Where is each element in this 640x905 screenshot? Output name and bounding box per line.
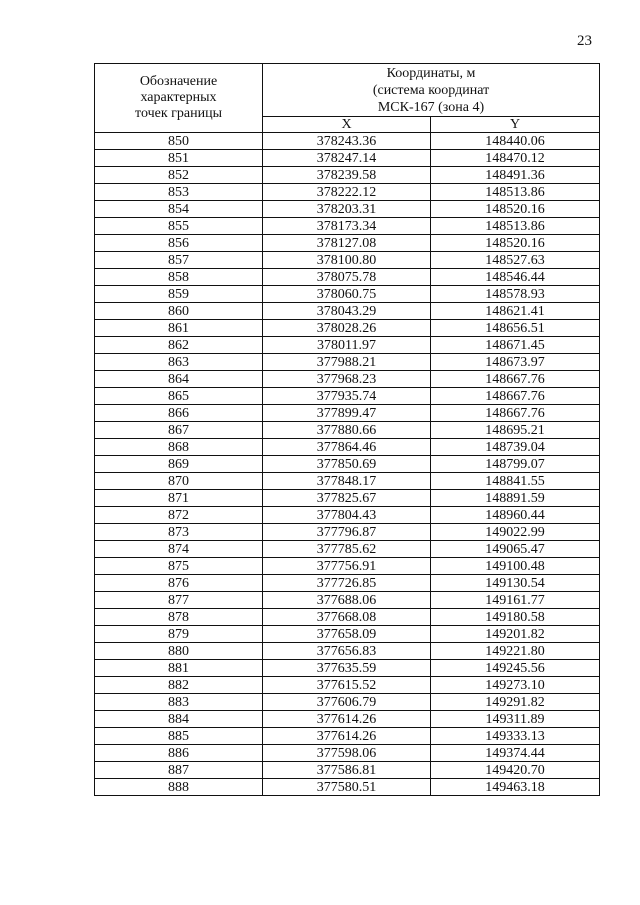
table-row [95, 779, 600, 796]
cell-point: 871 [95, 490, 263, 507]
cell-point: 850 [95, 133, 263, 150]
cell-x: 378075.78 [263, 269, 431, 286]
cell-x: 377586.81 [263, 762, 431, 779]
cell-point: 880 [95, 643, 263, 660]
cell-point: 886 [95, 745, 263, 762]
cell-x: 377988.21 [263, 354, 431, 371]
header-coords-line: Координаты, м [386, 65, 476, 81]
header-coords-line: (система координат [372, 82, 490, 98]
cell-y: 149245.56 [431, 660, 600, 677]
cell-y: 149022.99 [431, 524, 600, 541]
cell-point: 867 [95, 422, 263, 439]
cell-y: 149333.13 [431, 728, 600, 745]
cell-x: 377850.69 [263, 456, 431, 473]
cell-y: 149161.77 [431, 592, 600, 609]
header-point-line: характерных [140, 90, 217, 105]
cell-x: 377614.26 [263, 728, 431, 745]
cell-x: 377668.08 [263, 609, 431, 626]
cell-y: 148491.36 [431, 167, 600, 184]
cell-y: 148440.06 [431, 133, 600, 150]
table-row [95, 660, 600, 677]
cell-x: 377756.91 [263, 558, 431, 575]
cell-point: 854 [95, 201, 263, 218]
table-row [95, 184, 600, 201]
cell-point: 887 [95, 762, 263, 779]
cell-x: 377606.79 [263, 694, 431, 711]
table-row [95, 558, 600, 575]
cell-x: 378028.26 [263, 320, 431, 337]
cell-x: 377899.47 [263, 405, 431, 422]
cell-x: 377656.83 [263, 643, 431, 660]
cell-point: 879 [95, 626, 263, 643]
coordinates-table [94, 63, 600, 796]
cell-x: 378222.12 [263, 184, 431, 201]
table-row [95, 694, 600, 711]
cell-y: 148470.12 [431, 150, 600, 167]
cell-y: 149201.82 [431, 626, 600, 643]
cell-y: 148667.76 [431, 371, 600, 388]
cell-point: 878 [95, 609, 263, 626]
cell-y: 149273.10 [431, 677, 600, 694]
table-row [95, 354, 600, 371]
cell-y: 148656.51 [431, 320, 600, 337]
cell-x: 378011.97 [263, 337, 431, 354]
table-row [95, 388, 600, 405]
cell-point: 865 [95, 388, 263, 405]
cell-point: 861 [95, 320, 263, 337]
table-row [95, 762, 600, 779]
header-y: Y [431, 117, 600, 133]
cell-x: 377796.87 [263, 524, 431, 541]
page-number: 23 [577, 33, 592, 49]
header-point-line: Обозначение [139, 74, 218, 89]
cell-point: 884 [95, 711, 263, 728]
table-body [95, 133, 600, 796]
table-row [95, 456, 600, 473]
cell-x: 377935.74 [263, 388, 431, 405]
cell-point: 852 [95, 167, 263, 184]
cell-x: 377635.59 [263, 660, 431, 677]
cell-x: 377848.17 [263, 473, 431, 490]
table-row [95, 677, 600, 694]
cell-x: 377615.52 [263, 677, 431, 694]
cell-y: 148513.86 [431, 218, 600, 235]
table-header [95, 64, 600, 133]
cell-x: 378247.14 [263, 150, 431, 167]
cell-y: 149291.82 [431, 694, 600, 711]
cell-y: 148799.07 [431, 456, 600, 473]
cell-y: 149221.80 [431, 643, 600, 660]
table-row [95, 626, 600, 643]
table-row [95, 133, 600, 150]
cell-point: 856 [95, 235, 263, 252]
table-row [95, 711, 600, 728]
cell-y: 148621.41 [431, 303, 600, 320]
table-row [95, 269, 600, 286]
cell-x: 378043.29 [263, 303, 431, 320]
table-row [95, 473, 600, 490]
cell-y: 149374.44 [431, 745, 600, 762]
table-row [95, 490, 600, 507]
table-row [95, 218, 600, 235]
table-row [95, 150, 600, 167]
table-row [95, 575, 600, 592]
table-row [95, 201, 600, 218]
cell-x: 377658.09 [263, 626, 431, 643]
table-row [95, 524, 600, 541]
cell-point: 882 [95, 677, 263, 694]
cell-y: 148578.93 [431, 286, 600, 303]
cell-x: 377614.26 [263, 711, 431, 728]
cell-y: 148841.55 [431, 473, 600, 490]
cell-y: 148520.16 [431, 201, 600, 218]
table-row [95, 609, 600, 626]
table-row [95, 745, 600, 762]
header-row-top [95, 64, 600, 117]
cell-y: 148695.21 [431, 422, 600, 439]
cell-point: 888 [95, 779, 263, 796]
cell-point: 860 [95, 303, 263, 320]
cell-y: 148546.44 [431, 269, 600, 286]
table-row [95, 286, 600, 303]
cell-x: 377968.23 [263, 371, 431, 388]
cell-x: 377688.06 [263, 592, 431, 609]
cell-y: 148960.44 [431, 507, 600, 524]
table-row [95, 303, 600, 320]
cell-point: 868 [95, 439, 263, 456]
table-row [95, 337, 600, 354]
header-coordinates [263, 64, 600, 117]
cell-y: 148673.97 [431, 354, 600, 371]
cell-x: 377785.62 [263, 541, 431, 558]
table-row [95, 541, 600, 558]
cell-y: 148513.86 [431, 184, 600, 201]
cell-point: 876 [95, 575, 263, 592]
cell-point: 881 [95, 660, 263, 677]
cell-y: 148739.04 [431, 439, 600, 456]
table-row [95, 371, 600, 388]
cell-y: 148667.76 [431, 405, 600, 422]
cell-point: 874 [95, 541, 263, 558]
cell-x: 377880.66 [263, 422, 431, 439]
cell-point: 885 [95, 728, 263, 745]
table-row [95, 405, 600, 422]
table-row [95, 235, 600, 252]
cell-point: 857 [95, 252, 263, 269]
table-row [95, 252, 600, 269]
cell-point: 858 [95, 269, 263, 286]
cell-y: 149311.89 [431, 711, 600, 728]
cell-point: 883 [95, 694, 263, 711]
cell-y: 149130.54 [431, 575, 600, 592]
cell-point: 872 [95, 507, 263, 524]
cell-x: 377804.43 [263, 507, 431, 524]
table-row [95, 320, 600, 337]
cell-y: 149100.48 [431, 558, 600, 575]
cell-point: 855 [95, 218, 263, 235]
cell-point: 864 [95, 371, 263, 388]
cell-x: 378127.08 [263, 235, 431, 252]
cell-y: 149065.47 [431, 541, 600, 558]
table-row [95, 643, 600, 660]
cell-y: 148527.63 [431, 252, 600, 269]
cell-x: 377580.51 [263, 779, 431, 796]
cell-x: 378243.36 [263, 133, 431, 150]
cell-y: 148671.45 [431, 337, 600, 354]
cell-y: 148891.59 [431, 490, 600, 507]
cell-x: 377598.06 [263, 745, 431, 762]
cell-x: 377825.67 [263, 490, 431, 507]
cell-point: 853 [95, 184, 263, 201]
table-row [95, 592, 600, 609]
header-point-line: точек границы [135, 106, 222, 121]
cell-y: 148520.16 [431, 235, 600, 252]
cell-point: 875 [95, 558, 263, 575]
cell-x: 378203.31 [263, 201, 431, 218]
cell-x: 378173.34 [263, 218, 431, 235]
cell-point: 870 [95, 473, 263, 490]
header-coords-line: МСК-167 (зона 4) [377, 99, 485, 115]
cell-point: 859 [95, 286, 263, 303]
cell-y: 149463.18 [431, 779, 600, 796]
table-row [95, 728, 600, 745]
header-point-designation [95, 64, 263, 133]
table-row [95, 167, 600, 184]
table-row [95, 439, 600, 456]
cell-x: 378060.75 [263, 286, 431, 303]
cell-point: 862 [95, 337, 263, 354]
cell-y: 149420.70 [431, 762, 600, 779]
cell-y: 148667.76 [431, 388, 600, 405]
table-row [95, 422, 600, 439]
cell-y: 149180.58 [431, 609, 600, 626]
cell-point: 866 [95, 405, 263, 422]
cell-x: 377726.85 [263, 575, 431, 592]
table-row [95, 507, 600, 524]
header-x: X [263, 117, 431, 133]
cell-point: 863 [95, 354, 263, 371]
cell-x: 377864.46 [263, 439, 431, 456]
cell-point: 877 [95, 592, 263, 609]
cell-x: 378239.58 [263, 167, 431, 184]
cell-x: 378100.80 [263, 252, 431, 269]
cell-point: 851 [95, 150, 263, 167]
cell-point: 873 [95, 524, 263, 541]
cell-point: 869 [95, 456, 263, 473]
